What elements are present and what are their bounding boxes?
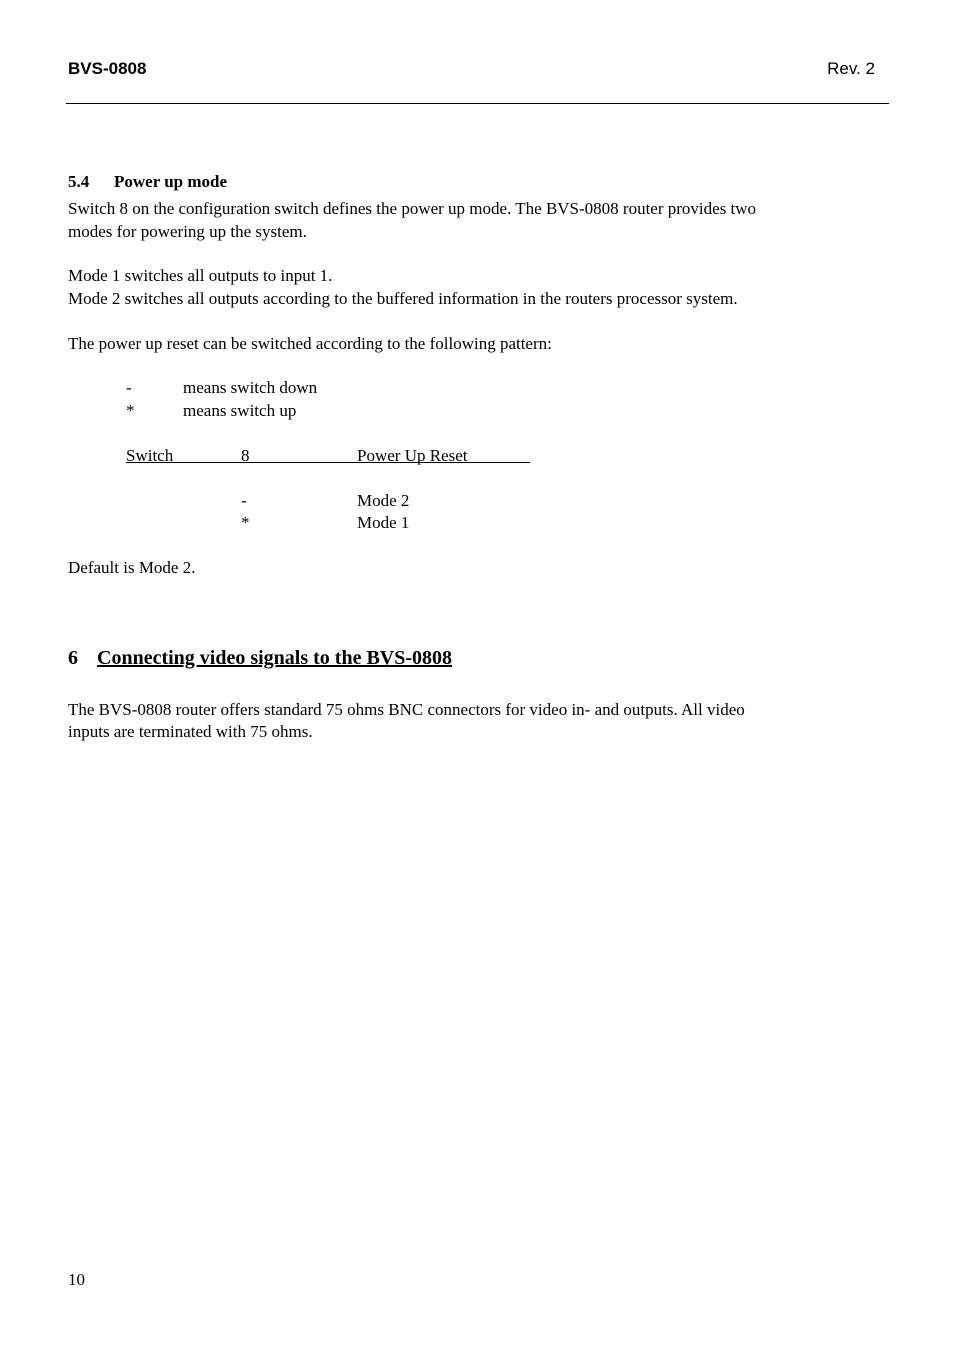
mode-2-description: Mode 2 switches all outputs according to the buffered information in the routers processor system. [68,289,738,308]
section-number: 6 [68,647,78,669]
paragraph-line: Switch 8 on the configuration switch defines the power up mode. The BVS-0808 router provides two [68,199,757,218]
section-title: Connecting video signals to the BVS-0808 [97,647,453,669]
paragraph-line: modes for powering up the system. [68,222,307,241]
table-header-power-up-reset: Power Up Reset [357,446,468,465]
section-5-4-heading [68,170,228,193]
section-number: 5.4 [68,172,90,191]
table-header-8: 8 [241,446,250,465]
header-revision: Rev. 2 [827,59,875,78]
legend-meaning: means switch down [183,378,318,397]
legend-symbol: * [126,401,135,420]
mode-1-description: Mode 1 switches all outputs to input 1. [68,266,333,285]
header-divider [66,103,889,104]
table-cell-reset-mode: Mode 2 [357,491,410,510]
paragraph-line: inputs are terminated with 75 ohms. [68,722,313,741]
pattern-intro: The power up reset can be switched according to the following pattern: [68,334,552,353]
table-cell-switch-state: * [241,513,250,532]
header-doc-id: BVS-0808 [68,59,147,78]
table-cell-switch-state: - [241,491,247,510]
legend-meaning: means switch up [183,401,297,420]
paragraph-line: The BVS-0808 router offers standard 75 ohms BNC connectors for video in- and outputs. All video [68,700,745,719]
section-title: Power up mode [114,172,228,191]
page-number: 10 [68,1270,85,1289]
default-mode-note: Default is Mode 2. [68,558,196,577]
table-cell-reset-mode: Mode 1 [357,513,410,532]
table-header-underline [126,462,530,463]
section-6-heading [68,647,453,670]
table-header-switch: Switch [126,446,174,465]
legend-symbol: - [126,378,132,397]
